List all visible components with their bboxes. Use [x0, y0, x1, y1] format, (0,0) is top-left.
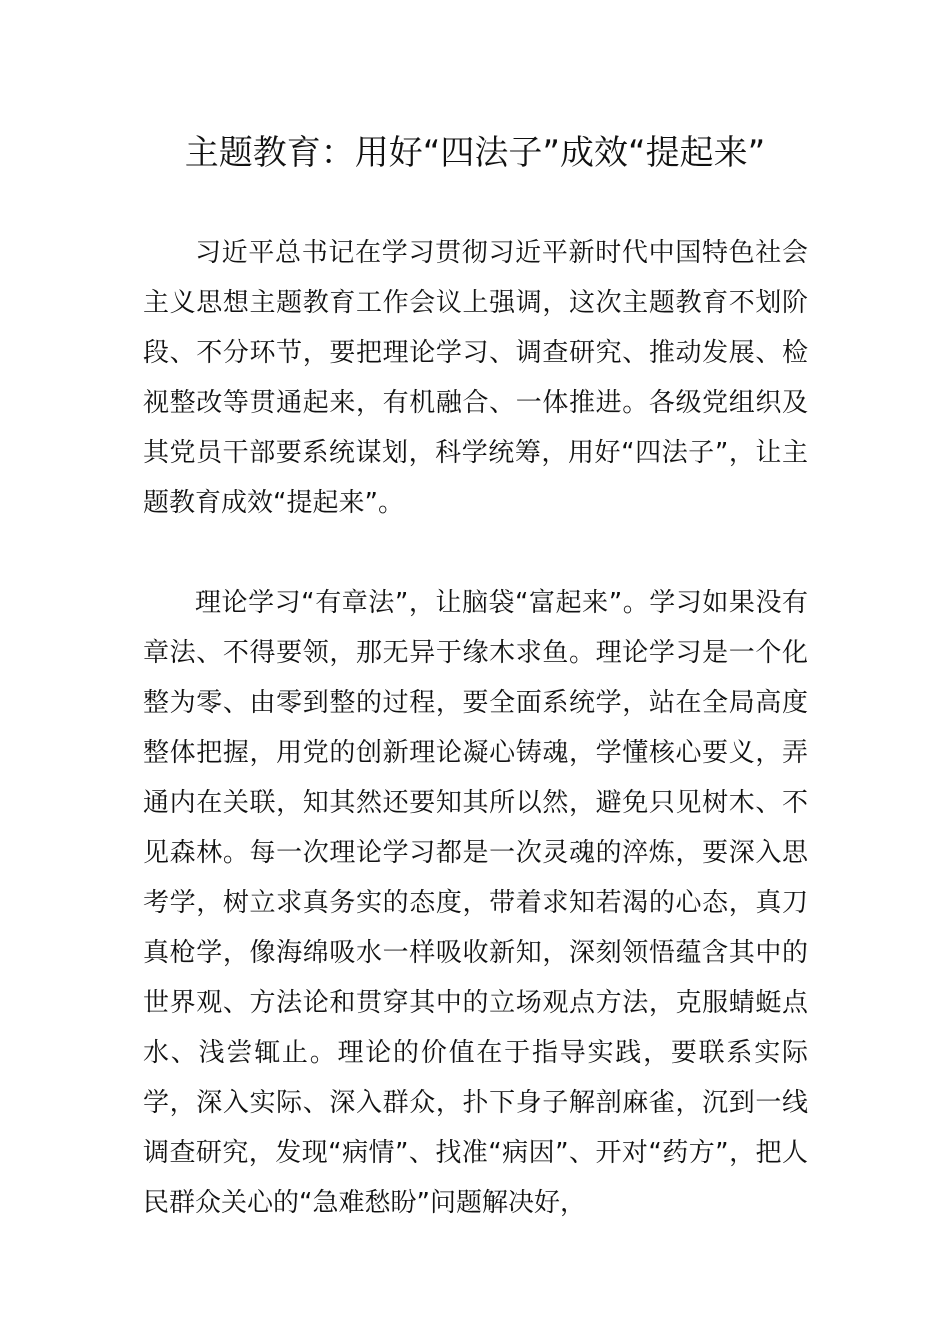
- document-title: 主题教育：用好“四法子”成效“提起来”: [184, 133, 766, 173]
- paragraph-intro: 习近平总书记在学习贯彻习近平新时代中国特色社会主义思想主题教育工作会议上强调，这次主题教育不划阶段、不分环节，要把理论学习、调查研究、推动发展、检视整改等贯通起来，有机融合、一体推进。各级党组织及其党员干部要系统谋划，科学统筹，用好“四法子”，让主题教育成效“提起来”。: [143, 238, 808, 518]
- paragraph-theory-study: 理论学习“有章法”，让脑袋“富起来”。学习如果没有章法、不得要领，那无异于缘木求鱼。理论学习是一个化整为零、由零到整的过程，要全面系统学，站在全局高度整体把握，用党的创新理论凝心铸魂，学懂核心要义，弄通内在关联，知其然还要知其所以然，避免只见树木、不见森林。每一次理论学习都是一次灵魂的淬炼，要深入思考学，树立求真务实的态度，带着求知若渴的心态，真刀真枪学，像海绵吸水一样吸收新知，深刻领悟蕴含其中的世界观、方法论和贯穿其中的立场观点方法，克服蜻蜓点水、浅尝辄止。理论的价值在于指导实践，要联系实际学，深入实际、深入群众，扑下身子解剖麻雀，沉到一线调查研究，发现“病情”、找准“病因”、开对“药方”，把人民群众关心的“急难愁盼”问题解决好，: [143, 588, 808, 1218]
